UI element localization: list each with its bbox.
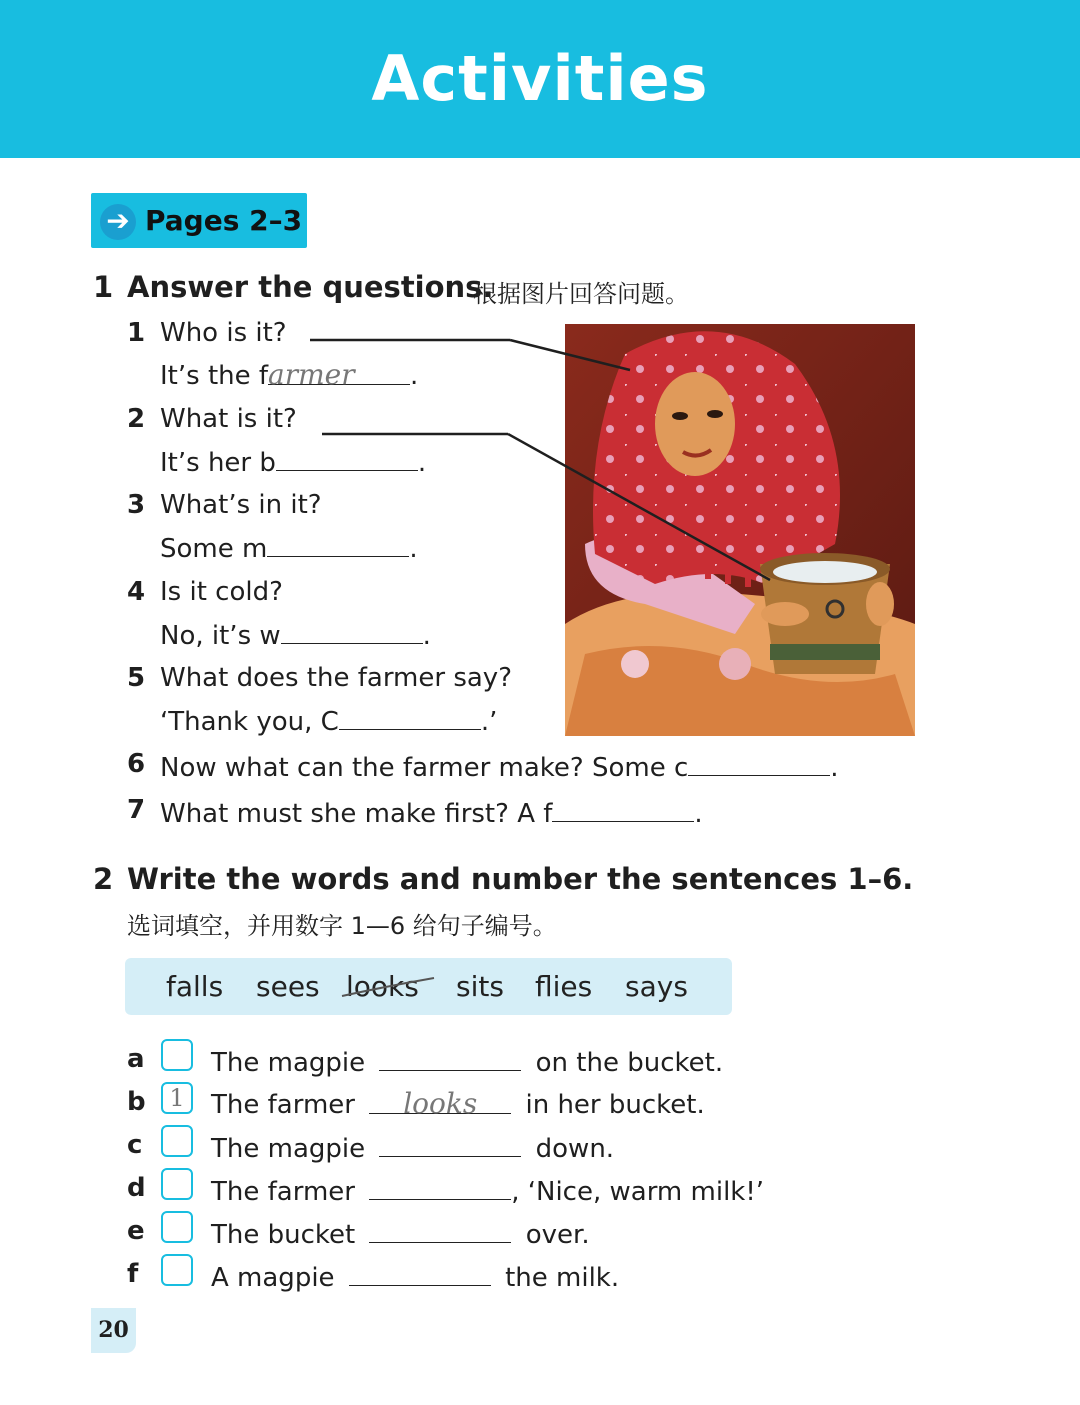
sentence-start: The magpie [211,1048,366,1078]
question-number: 6 [127,749,146,779]
word-bank-item: sees [256,970,320,1003]
question-text: What must she make first? A f [160,799,553,829]
answer-suffix: .’ [480,707,498,737]
row-letter: b [127,1087,146,1117]
answer-blank[interactable] [369,1216,511,1243]
question-text: What does the farmer say? [160,663,512,693]
question-text: What is it? [160,404,297,434]
handwritten-answer: looks [403,1087,478,1120]
sentence-start: The farmer [211,1090,355,1120]
sentence-row [211,1173,764,1207]
word-bank-item-crossed: looks [346,970,419,1003]
sentence-end: down. [535,1134,615,1164]
answer-prefix: It’s her b [160,448,276,478]
answer-blank[interactable] [379,1130,521,1157]
row-letter: a [127,1044,145,1074]
number-box[interactable] [161,1125,193,1157]
connector-line-2-diagonal [508,434,770,580]
question-text: What’s in it? [160,490,322,520]
answer-prefix: ‘Thank you, C [160,707,339,737]
pages-reference-label: Pages 2–3 [145,204,303,237]
number-box[interactable] [161,1168,193,1200]
answer-suffix: . [417,448,427,478]
section-1-number: 1 [93,270,114,304]
sentence-start: The bucket [211,1220,356,1250]
question-number: 3 [127,490,146,520]
answer-blank[interactable] [379,1044,521,1071]
sentence-row [211,1259,619,1293]
row-letter: e [127,1216,145,1246]
section-1-subtitle: 根据图片回答问题。 [473,280,689,308]
answer-blank[interactable] [349,1259,491,1286]
section-1-title: Answer the questions. [127,270,494,304]
answer-suffix: . [694,799,703,829]
section-2-subtitle: 选词填空，并用数字 1—6 给句子编号。 [127,912,557,940]
answer-prefix: It’s the f [160,361,269,391]
number-box[interactable]: 1 [161,1082,193,1114]
question-number: 2 [127,404,146,434]
handwritten-answer: armer [268,358,355,391]
answer-suffix: . [830,753,839,783]
question-number: 5 [127,663,146,693]
number-box[interactable] [161,1211,193,1243]
word-bank-item: sits [456,970,504,1003]
question-number: 1 [127,318,146,348]
section-2-title: Write the words and number the sentences 1–6. [127,862,914,896]
question-number: 4 [127,577,146,607]
answer-suffix: . [422,621,431,651]
question-number: 7 [127,795,146,825]
answer-suffix: . [409,534,418,564]
page-title: Activities [371,42,709,115]
connector-line-1-diagonal [510,340,630,370]
sentence-start: The magpie [211,1134,366,1164]
arrow-right-icon: ➔ [100,204,136,240]
answer-prefix: No, it’s w [160,621,281,651]
sentence-row [211,1087,705,1120]
number-box[interactable] [161,1254,193,1286]
strike-through-mark [340,972,436,1002]
word-bank-item: falls [166,970,224,1003]
sentence-end: on the bucket. [535,1048,724,1078]
sentence-start: A magpie [211,1263,335,1293]
sentence-row [211,1216,590,1250]
sentence-end: the milk. [505,1263,620,1293]
answer-blank[interactable] [369,1087,511,1120]
section-2-number: 2 [93,862,114,896]
row-letter: c [127,1130,143,1160]
sentence-row [211,1044,723,1078]
number-box[interactable] [161,1039,193,1071]
row-letter: f [127,1259,139,1289]
sentence-end: , ‘Nice, warm milk!’ [511,1177,765,1207]
sentence-end: in her bucket. [525,1090,705,1120]
sentence-end: over. [525,1220,590,1250]
sentence-start: The farmer [211,1177,355,1207]
question-text: Now what can the farmer make? Some c [160,753,689,783]
answer-blank[interactable] [369,1173,511,1200]
answer-suffix: . [410,361,419,391]
page-number: 20 [98,1317,129,1343]
question-text: Is it cold? [160,577,283,607]
word-bank-item: flies [535,970,593,1003]
question-text: Who is it? [160,318,287,348]
sentence-row [211,1130,614,1164]
answer-prefix: Some m [160,534,268,564]
row-letter: d [127,1173,146,1203]
word-bank-item: says [625,970,688,1003]
